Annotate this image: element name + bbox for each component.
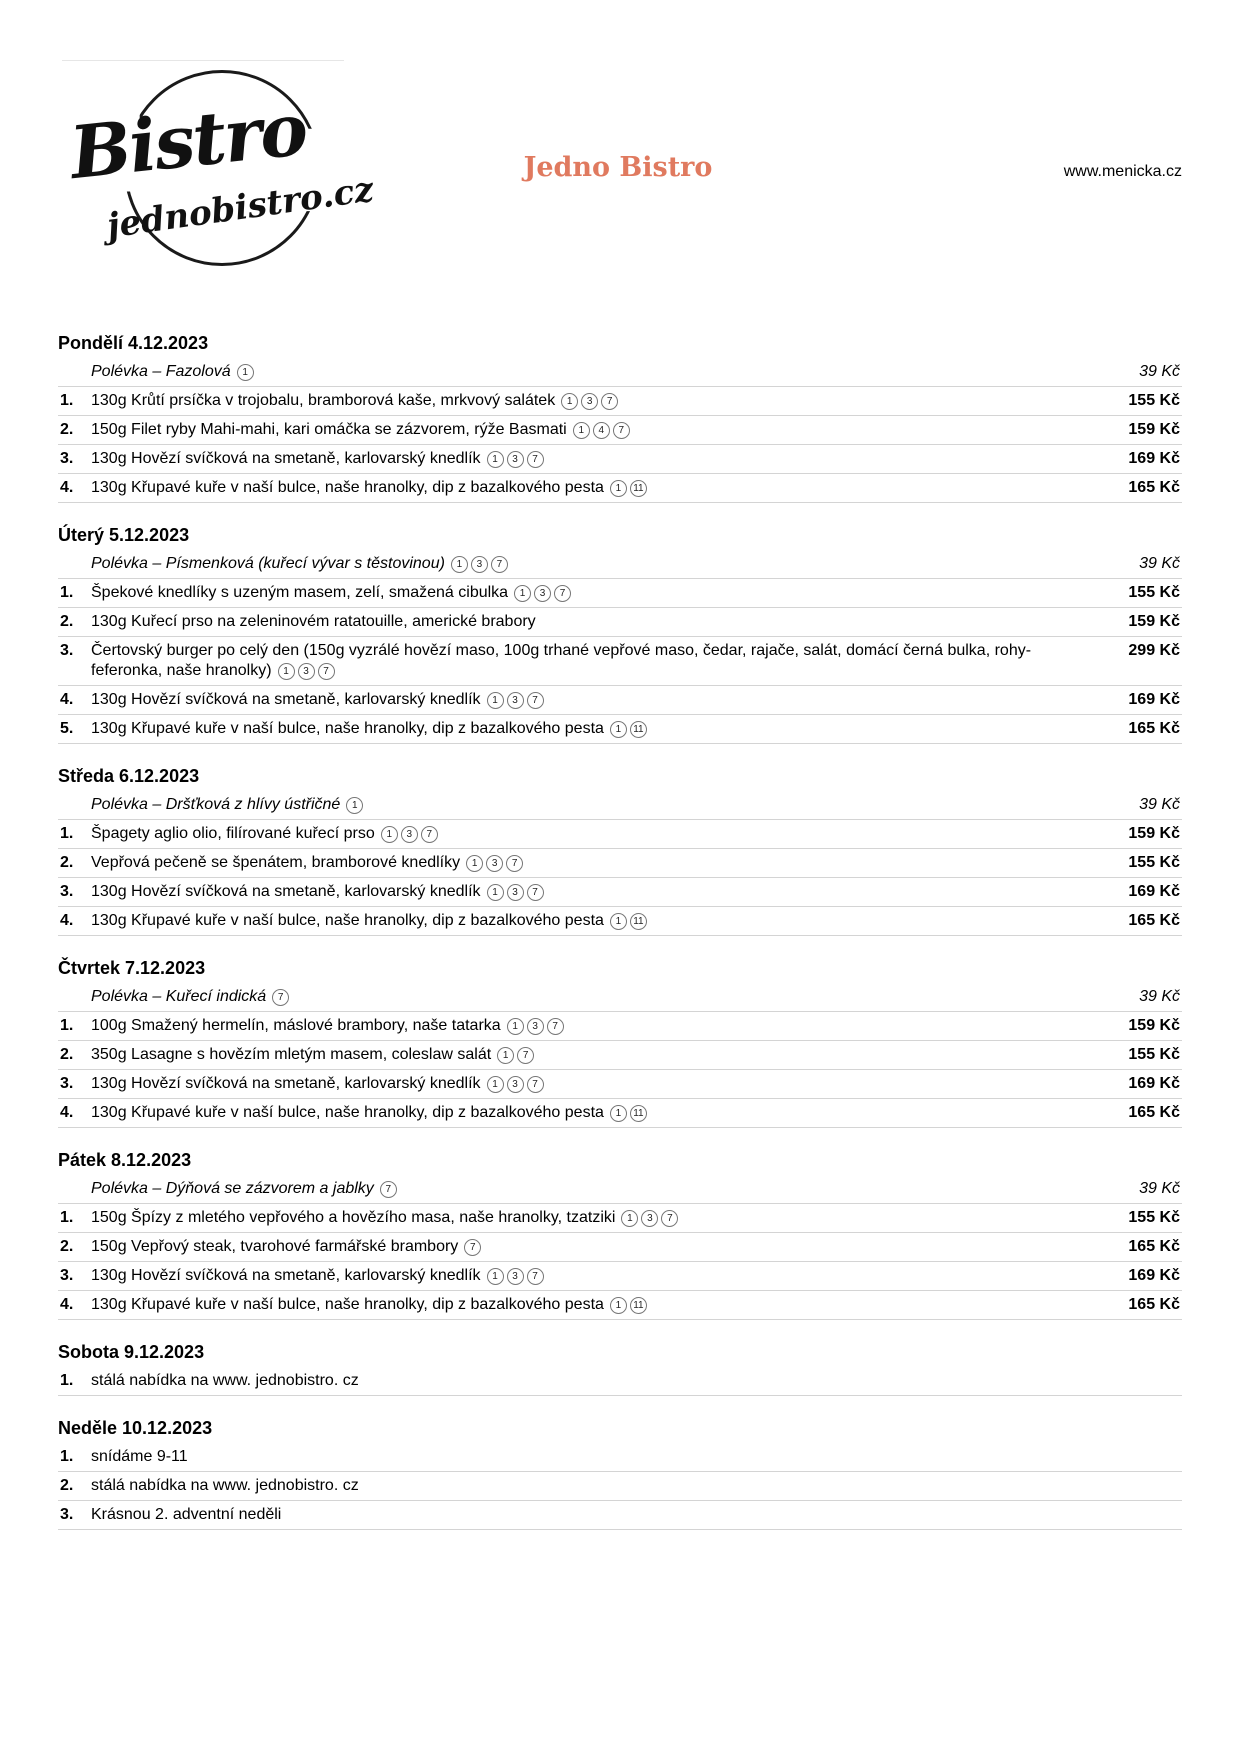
item-description [91,1045,1092,1065]
item-number: 4. [60,691,74,708]
allergen-badge: 3 [507,451,524,468]
item-description [91,1505,1092,1525]
menu-item-row [58,1041,1182,1070]
allergen-badge: 3 [527,1018,544,1035]
item-description [91,824,1092,844]
soup-row [58,791,1182,820]
allergen-badge: 7 [318,663,335,680]
item-description [91,853,1092,873]
day-title: Čtvrtek 7.12.2023 [58,958,206,978]
item-text: Čertovský burger po celý den (150g vyzrálé hovězí maso, 100g trhané vepřové maso, čedar, rajače, salát, domácí černá bulka, rohy-feferonka, naše hranolky) [91,642,1032,679]
item-text: 150g Vepřový steak, tvarohové farmářské brambory [91,1238,459,1255]
allergen-badge: 3 [507,884,524,901]
allergen-badge: 1 [561,393,578,410]
menu-item-row [58,416,1182,445]
menu-item-row [58,1070,1182,1099]
item-description [91,1447,1092,1467]
allergen-badge: 1 [573,422,590,439]
allergen-badge: 1 [487,1268,504,1285]
item-text: Polévka – Písmenková (kuřecí vývar s těstovinou) [91,555,445,572]
allergen-badge: 1 [487,884,504,901]
item-number: 4. [60,479,74,496]
item-text: 100g Smažený hermelín, máslové brambory, naše tatarka [91,1017,501,1034]
item-description [91,1476,1092,1496]
item-number: 3. [60,1506,74,1523]
allergen-badge: 7 [506,855,523,872]
item-number: 1. [60,1209,74,1226]
page-header [58,60,1182,280]
item-price: 155 Kč [1128,854,1180,871]
item-price: 39 Kč [1139,555,1180,572]
allergen-badge: 4 [593,422,610,439]
allergen-badge: 3 [507,692,524,709]
allergen-badge: 7 [527,884,544,901]
menu-item-row [58,1443,1182,1472]
allergen-badge: 11 [630,721,647,738]
allergen-badge: 7 [613,422,630,439]
menu-item-row [58,878,1182,907]
menu-item-row [58,1501,1182,1530]
item-text: Špekové knedlíky s uzeným masem, zelí, smažená cibulka [91,584,509,601]
allergen-badge: 11 [630,1297,647,1314]
allergen-badge: 7 [491,556,508,573]
menu-item-row [58,1099,1182,1128]
item-description [91,1016,1092,1036]
item-description [91,583,1092,603]
allergen-badge: 1 [514,585,531,602]
item-price: 39 Kč [1139,796,1180,813]
item-description [91,882,1092,902]
item-price: 39 Kč [1139,988,1180,1005]
item-price: 165 Kč [1128,1296,1180,1313]
allergen-badge: 3 [581,393,598,410]
item-text: Krásnou 2. adventní neděli [91,1506,282,1523]
allergen-badge: 3 [401,826,418,843]
item-text: Polévka – Dýňová se zázvorem a jablky [91,1180,374,1197]
allergen-badge: 3 [507,1076,524,1093]
allergen-badge: 7 [517,1047,534,1064]
item-text: 130g Hovězí svíčková na smetaně, karlovarský knedlík [91,1075,481,1092]
site-link[interactable]: www.menicka.cz [1063,163,1182,180]
menu-item-row [58,387,1182,416]
allergen-badge: 7 [527,692,544,709]
item-price: 155 Kč [1128,392,1180,409]
allergen-badge: 7 [421,826,438,843]
item-text: 130g Křupavé kuře v naší bulce, naše hranolky, dip z bazalkového pesta [91,1104,604,1121]
item-text: 130g Hovězí svíčková na smetaně, karlovarský knedlík [91,883,481,900]
allergen-badge: 1 [487,451,504,468]
soup-row [58,1175,1182,1204]
allergen-badge: 7 [272,989,289,1006]
item-description [91,391,1092,411]
item-number: 3. [60,883,74,900]
item-number: 1. [60,1372,74,1389]
soup-row [58,550,1182,579]
allergen-badge: 3 [486,855,503,872]
item-price: 39 Kč [1139,363,1180,380]
allergen-badge: 1 [610,913,627,930]
logo-wordmark: Bistro [66,85,310,196]
allergen-badge: 1 [610,480,627,497]
allergen-badge: 11 [630,480,647,497]
bistro-logo [62,60,376,270]
item-description [91,420,1092,440]
item-price: 165 Kč [1128,1238,1180,1255]
menu-item-row [58,1204,1182,1233]
day-title: Sobota 9.12.2023 [58,1342,205,1362]
item-description [91,1103,1092,1123]
item-description [91,641,1092,681]
day-title: Pátek 8.12.2023 [58,1150,192,1170]
allergen-badge: 1 [451,556,468,573]
menu-item-row [58,474,1182,503]
item-price: 165 Kč [1128,720,1180,737]
item-description [91,690,1092,710]
item-text: Polévka – Kuřecí indická [91,988,267,1005]
item-number: 3. [60,450,74,467]
item-number: 1. [60,825,74,842]
item-price: 155 Kč [1128,1209,1180,1226]
menu-item-row [58,608,1182,637]
item-price: 169 Kč [1128,1075,1180,1092]
item-number: 1. [60,1017,74,1034]
item-number: 3. [60,1075,74,1092]
item-price: 165 Kč [1128,1104,1180,1121]
allergen-badge: 1 [610,1105,627,1122]
item-price: 165 Kč [1128,479,1180,496]
menu-item-row [58,686,1182,715]
allergen-badge: 1 [381,826,398,843]
item-description [91,1371,1092,1391]
allergen-badge: 1 [237,364,254,381]
item-text: 130g Křupavé kuře v naší bulce, naše hranolky, dip z bazalkového pesta [91,1296,604,1313]
item-description [91,612,1092,632]
menu-item-row [58,445,1182,474]
item-text: 150g Špízy z mletého vepřového a hovězího masa, naše hranolky, tzatziki [91,1209,616,1226]
soup-row [58,983,1182,1012]
item-price: 155 Kč [1128,584,1180,601]
allergen-badge: 1 [466,855,483,872]
allergen-badge: 7 [527,1076,544,1093]
menu-item-row [58,820,1182,849]
menu-item-row [58,1233,1182,1262]
day-title: Středa 6.12.2023 [58,766,200,786]
item-price: 169 Kč [1128,1267,1180,1284]
item-description [91,1266,1092,1286]
day-title: Neděle 10.12.2023 [58,1418,213,1438]
item-text: 130g Křupavé kuře v naší bulce, naše hranolky, dip z bazalkového pesta [91,720,604,737]
item-price: 169 Kč [1128,883,1180,900]
item-text: 130g Krůtí prsíčka v trojobalu, bramborová kaše, mrkvový salátek [91,392,556,409]
day-title: Pondělí 4.12.2023 [58,333,209,353]
allergen-badge: 7 [547,1018,564,1035]
item-description [91,1295,1092,1315]
item-text: Polévka – Dršťková z hlívy ústřičné [91,796,341,813]
item-description [91,719,1092,739]
menu-item-row [58,1012,1182,1041]
allergen-badge: 11 [630,913,647,930]
item-price: 155 Kč [1128,1046,1180,1063]
item-text: 130g Hovězí svíčková na smetaně, karlovarský knedlík [91,1267,481,1284]
logo-divider [62,60,344,61]
allergen-badge: 3 [641,1210,658,1227]
allergen-badge: 7 [601,393,618,410]
item-description [91,362,1092,382]
item-price: 165 Kč [1128,912,1180,929]
logo-url: jednobistro.cz [104,169,376,247]
allergen-badge: 1 [610,721,627,738]
item-text: 150g Filet ryby Mahi-mahi, kari omáčka se zázvorem, rýže Basmati [91,421,567,438]
restaurant-title: Jedno Bistro [523,152,713,183]
item-number: 1. [60,1448,74,1465]
menu-item-row [58,1367,1182,1396]
day-section [58,330,1182,503]
item-description [91,1208,1092,1228]
item-description [91,449,1092,469]
allergen-badge: 1 [278,663,295,680]
menu-item-row [58,715,1182,744]
menu-item-row [58,1262,1182,1291]
item-description [91,795,1092,815]
allergen-badge: 3 [298,663,315,680]
menu-item-row [58,1291,1182,1320]
allergen-badge: 7 [661,1210,678,1227]
item-description [91,987,1092,1007]
item-text: Vepřová pečeně se špenátem, bramborové knedlíky [91,854,461,871]
item-number: 4. [60,912,74,929]
allergen-badge: 1 [487,692,504,709]
item-description [91,1237,1092,1257]
item-description [91,911,1092,931]
day-section [58,763,1182,936]
item-text: snídáme 9-11 [91,1448,188,1465]
item-number: 2. [60,421,74,438]
menu-item-row [58,849,1182,878]
item-number: 1. [60,584,74,601]
allergen-badge: 3 [471,556,488,573]
item-description [91,1179,1092,1199]
allergen-badge: 7 [527,451,544,468]
item-number: 4. [60,1104,74,1121]
menu-item-row [58,1472,1182,1501]
item-text: 130g Kuřecí prso na zeleninovém ratatouille, americké brabory [91,613,536,630]
item-price: 159 Kč [1128,613,1180,630]
day-section [58,955,1182,1128]
allergen-badge: 1 [497,1047,514,1064]
item-description [91,478,1092,498]
item-price: 159 Kč [1128,421,1180,438]
item-price: 169 Kč [1128,691,1180,708]
item-text: stálá nabídka na www. jednobistro. cz [91,1372,359,1389]
menu-item-row [58,579,1182,608]
day-title: Úterý 5.12.2023 [58,525,190,545]
item-number: 2. [60,1046,74,1063]
allergen-badge: 7 [527,1268,544,1285]
allergen-badge: 1 [621,1210,638,1227]
menu-item-row [58,907,1182,936]
allergen-badge: 1 [507,1018,524,1035]
allergen-badge: 3 [534,585,551,602]
allergen-badge: 7 [464,1239,481,1256]
item-number: 1. [60,392,74,409]
item-text: 130g Křupavé kuře v naší bulce, naše hranolky, dip z bazalkového pesta [91,479,604,496]
allergen-badge: 7 [380,1181,397,1198]
allergen-badge: 11 [630,1105,647,1122]
item-number: 2. [60,854,74,871]
allergen-badge: 3 [507,1268,524,1285]
menu-item-row [58,637,1182,686]
day-section [58,1147,1182,1320]
item-number: 4. [60,1296,74,1313]
item-price: 159 Kč [1128,825,1180,842]
item-text: Špagety aglio olio, filírované kuřecí prso [91,825,375,842]
item-price: 159 Kč [1128,1017,1180,1034]
item-number: 2. [60,1238,74,1255]
day-section [58,522,1182,744]
item-text: 350g Lasagne s hovězím mletým masem, coleslaw salát [91,1046,492,1063]
item-text: stálá nabídka na www. jednobistro. cz [91,1477,359,1494]
soup-row [58,358,1182,387]
day-section [58,1415,1182,1530]
allergen-badge: 7 [554,585,571,602]
day-section [58,1339,1182,1396]
item-price: 39 Kč [1139,1180,1180,1197]
item-text: 130g Hovězí svíčková na smetaně, karlovarský knedlík [91,450,481,467]
item-description [91,554,1092,574]
item-number: 5. [60,720,74,737]
allergen-badge: 1 [487,1076,504,1093]
item-text: 130g Křupavé kuře v naší bulce, naše hranolky, dip z bazalkového pesta [91,912,604,929]
item-description [91,1074,1092,1094]
allergen-badge: 1 [610,1297,627,1314]
item-price: 299 Kč [1128,642,1180,659]
weekly-menu [58,330,1182,1549]
allergen-badge: 1 [346,797,363,814]
item-number: 3. [60,642,74,659]
item-text: 130g Hovězí svíčková na smetaně, karlovarský knedlík [91,691,481,708]
item-number: 2. [60,1477,74,1494]
item-text: Polévka – Fazolová [91,363,231,380]
item-number: 2. [60,613,74,630]
item-price: 169 Kč [1128,450,1180,467]
item-number: 3. [60,1267,74,1284]
